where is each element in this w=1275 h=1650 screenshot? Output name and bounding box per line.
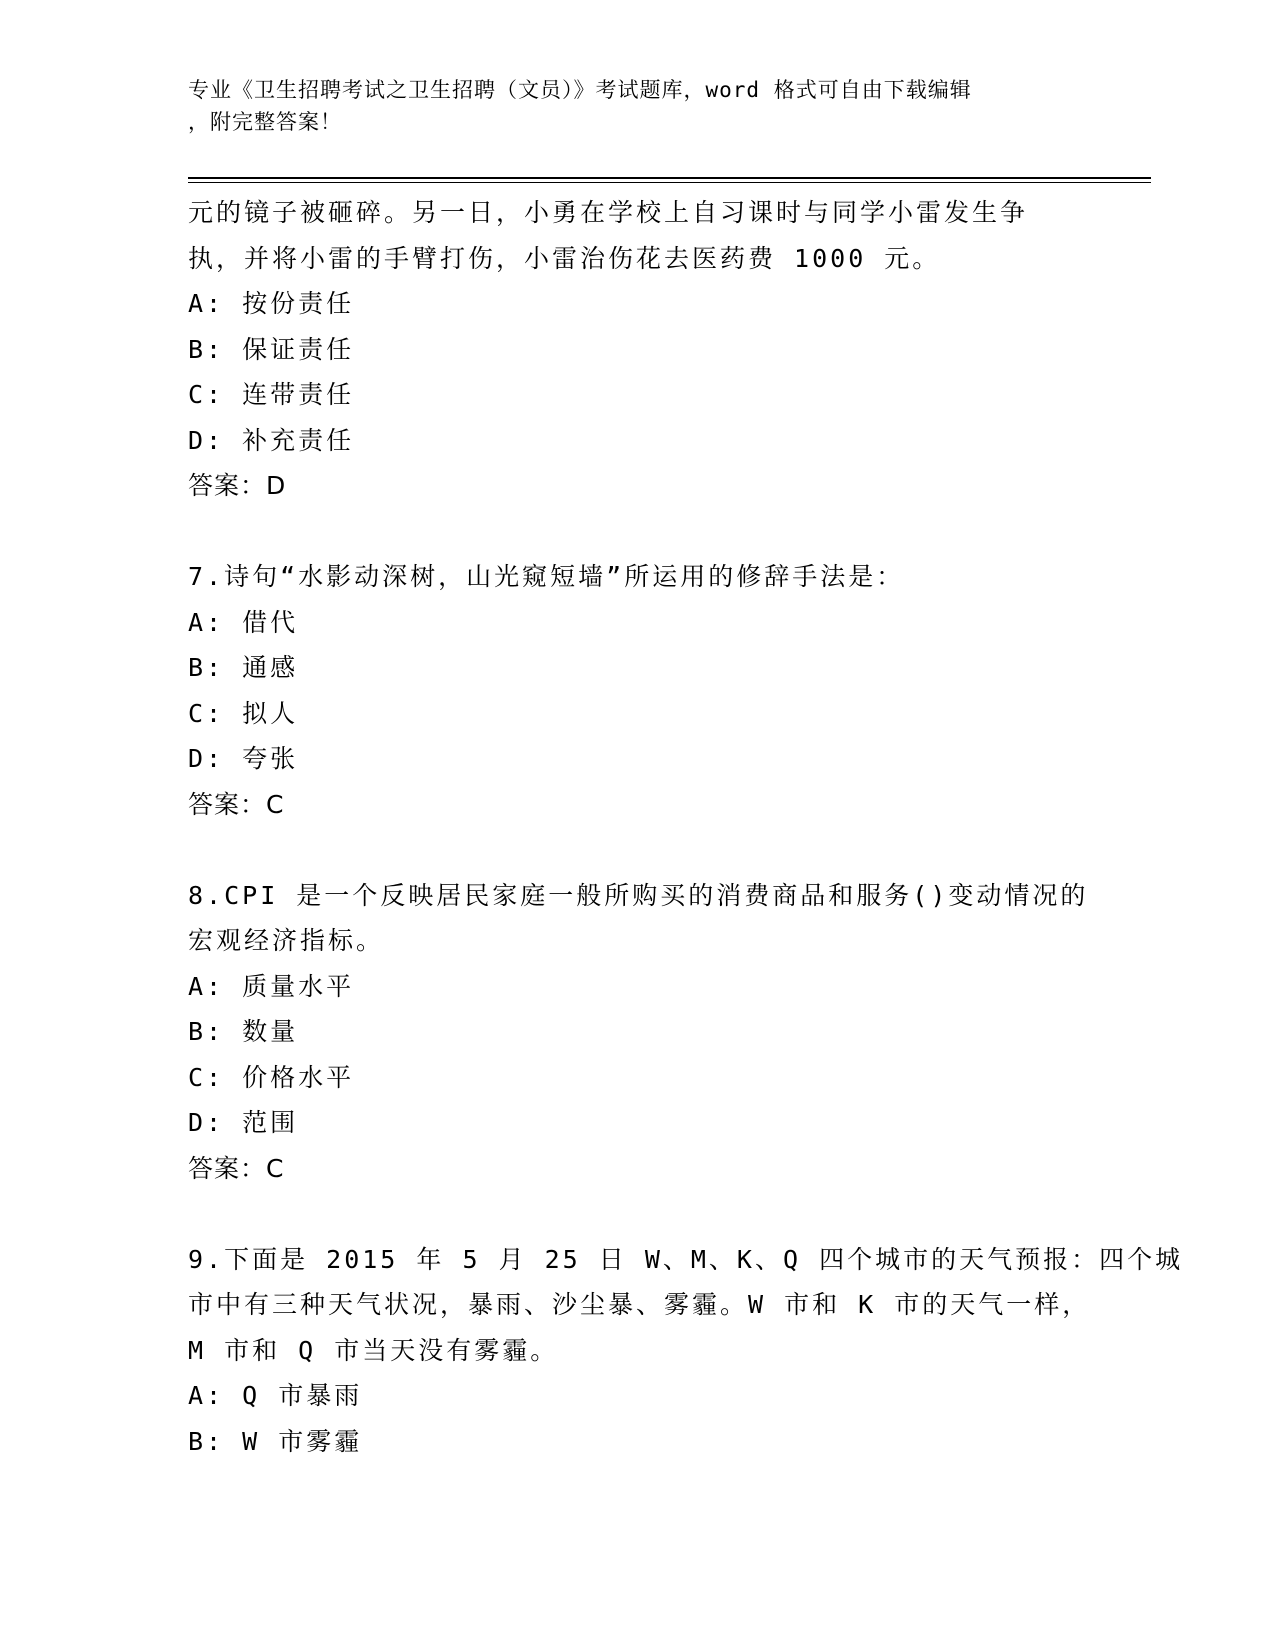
question-stem-line: 元的镜子被砸碎。另一日，小勇在学校上自习课时与同学小雷发生争 [188,198,1029,227]
document-header [188,74,1068,138]
question-stem-line: 宏观经济指标。 [188,926,385,955]
question-stem-line: 8.CPI 是一个反映居民家庭一般所购买的消费商品和服务()变动情况的 [188,880,1089,910]
question-stem-line: 执，并将小雷的手臂打伤，小雷治伤花去医药费 1000 元。 [188,243,941,273]
spacer [188,509,1088,555]
question-list [188,190,1184,1464]
spacer [188,1191,1088,1237]
question-7 [188,554,1088,827]
option-d: D: 范围 [188,1108,299,1137]
option-d: D: 夸张 [188,744,299,773]
option-a: A: 质量水平 [188,971,355,1001]
question-8 [188,873,1088,1192]
question-stem-line: 7.诗句“水影动深树，山光窥短墙”所运用的修辞手法是： [188,562,905,591]
option-a: A: Q 市暴雨 [188,1381,363,1410]
option-c: C: 拟人 [188,698,299,728]
header-rule-thick [188,177,1151,179]
option-c: C: 连带责任 [188,380,355,409]
answer-line: 答案：C [188,1153,285,1183]
answer-line: 答案：C [188,789,285,819]
header-line-1: 专业《卫生招聘考试之卫生招聘（文员）》考试题库，word 格式可自由下载编辑 [188,78,972,102]
option-b: B: W 市雾霾 [188,1426,363,1456]
option-b: B: 保证责任 [188,334,355,364]
question-9 [188,1237,1184,1465]
answer-line: 答案：D [188,471,287,500]
option-b: B: 通感 [188,653,299,682]
spacer [188,827,1088,873]
option-a: A: 借代 [188,607,299,637]
option-b: B: 数量 [188,1017,299,1046]
option-d: D: 补充责任 [188,425,355,455]
question-stem-line: M 市和 Q 市当天没有雾霾。 [188,1335,559,1365]
header-rule-thin [188,182,1151,183]
question-stem-line: 9.下面是 2015 年 5 月 25 日 W、M、K、Q 四个城市的天气预报：四个城 [188,1244,1184,1274]
question-stem-line: 市中有三种天气状况，暴雨、沙尘暴、雾霾。W 市和 K 市的天气一样， [188,1290,1091,1319]
question-6 [188,190,1088,509]
option-c: C: 价格水平 [188,1062,355,1092]
header-line-2: ，附完整答案！ [188,110,342,134]
option-a: A: 按份责任 [188,289,355,318]
